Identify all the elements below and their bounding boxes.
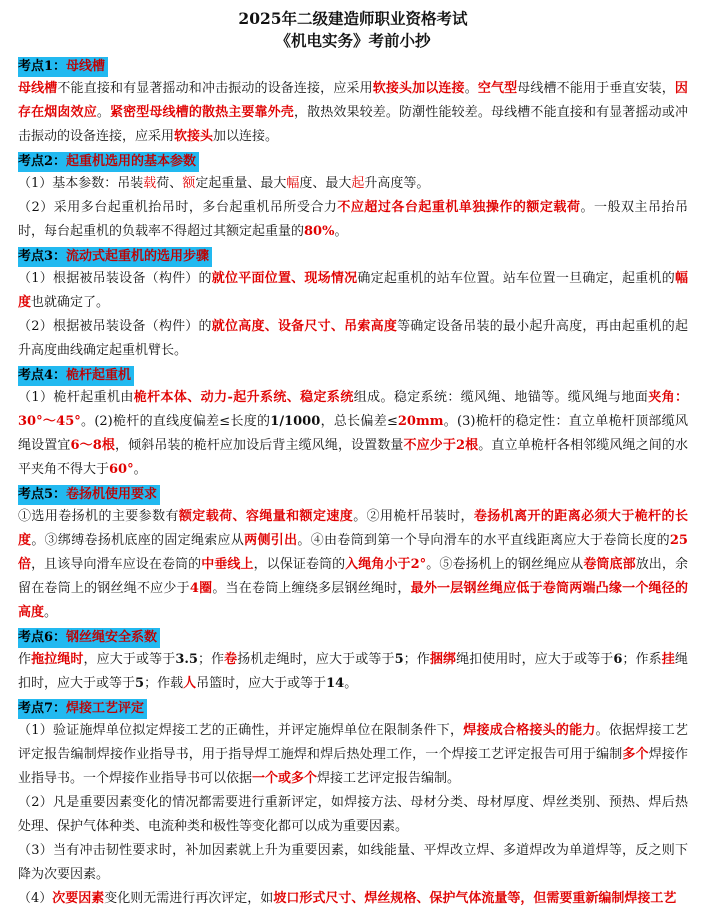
body-text: （3）当有冲击韧性要求时，补加因素就上升为重要因素，如线能量、平焊改立焊、多道焊改为单道焊等，反之则下降为次要因素。	[18, 843, 688, 882]
body-text: 。(2)桅杆的直线度偏差≤长度的	[80, 414, 271, 429]
section-name: 焊接工艺评定	[66, 701, 145, 716]
section-number: 考点1：	[18, 59, 67, 74]
bold-text: 14	[326, 676, 345, 691]
section-heading	[18, 628, 160, 648]
section-name: 起重机选用的基本参数	[66, 154, 197, 169]
body-text: 焊接工艺评定报告编制。	[317, 771, 461, 786]
body-text: ；作	[197, 652, 225, 667]
body-text: 。一般双主吊抬吊时，每台起重机的负载率不得超过其额定起重量的	[18, 200, 688, 239]
paragraph	[18, 77, 688, 149]
red-text: 额	[182, 176, 196, 191]
section-2	[18, 150, 688, 244]
body-text: ，以保证卷筒的	[253, 557, 346, 572]
red-text: 起	[351, 176, 365, 191]
body-text: 。直立单桅杆各相邻缆风绳之间的水平夹角不得大于	[18, 438, 688, 477]
body-text: （2）根据被吊装设备（构件）的	[18, 319, 212, 334]
body-text: ；作载	[144, 676, 184, 691]
highlight-text: 夹角：30°～45°	[18, 390, 688, 429]
body-text: 。	[133, 462, 147, 477]
body-text: 升高度等。	[364, 176, 430, 191]
body-text: 扬机走绳时，应大于或等于	[237, 652, 395, 667]
body-text: 。依据焊接工艺评定报告编制焊接作业指导书，用于指导焊工施焊和焊后热处理工作，一个焊接工艺评定报告可用于编制	[18, 723, 688, 762]
section-name: 卷扬机使用要求	[66, 487, 158, 502]
body-text: 确定起重机的站车位置。站车位置一旦确定，起重机的	[357, 271, 675, 286]
body-text: ，倾斜吊装的桅杆应加设后背主缆风绳，设置数量	[115, 438, 404, 453]
highlight-text: 桅杆本体、动力-起升系统、稳定系统	[133, 390, 354, 405]
bold-text: 6	[613, 652, 623, 667]
highlight-text: 80%	[304, 224, 335, 239]
highlight-text: 捆绑	[429, 652, 457, 667]
highlight-text: 一个或多个	[252, 771, 318, 786]
section-number: 考点7：	[18, 701, 67, 716]
body-text: ①选用卷扬机的主要参数有	[18, 509, 179, 524]
highlight-text: 卷筒底部	[583, 557, 636, 572]
body-text: 绳扣时，应大于或等于	[18, 652, 688, 691]
body-text: ；作系	[622, 652, 662, 667]
body-text: 吊篮时，应大于或等于	[196, 676, 327, 691]
paragraph	[18, 887, 688, 911]
body-text: 焊接作业指导书。一个焊接作业指导书可以依据	[18, 747, 688, 786]
section-heading	[18, 366, 134, 386]
section-1	[18, 55, 688, 149]
bold-text: 1/1000	[270, 414, 321, 429]
highlight-text: 不应超过各台起重机单独操作的额定载荷	[337, 200, 581, 215]
body-text: ，总长偏差≤	[320, 414, 398, 429]
body-text: 。④由卷筒到第一个导向滑车的水平直线距离应大于卷筒长度的	[297, 533, 670, 548]
body-text: 。(3)桅杆的稳定性：直立单桅杆顶部缆风绳设置宜	[18, 414, 688, 453]
bold-text: 3.5	[175, 652, 198, 667]
paragraph	[18, 719, 688, 791]
highlight-text: 6～8根	[70, 438, 116, 453]
body-text: 度、最大	[299, 176, 352, 191]
highlight-text: 就位高度、设备尺寸、吊索高度	[211, 319, 398, 334]
highlight-text: 25倍	[18, 533, 688, 572]
highlight-text: 次要因素	[52, 891, 105, 906]
body-text: 加以连接。	[213, 129, 279, 144]
paragraph	[18, 196, 688, 244]
paragraph	[18, 648, 688, 696]
paragraph	[18, 315, 688, 363]
paragraph	[18, 839, 688, 887]
body-text: ，且该导向滑车应设在卷筒的	[31, 557, 202, 572]
section-name: 流动式起重机的选用步骤	[66, 249, 210, 264]
body-text: 绳扣使用时，应大于或等于	[456, 652, 614, 667]
body-text: （1）验证施焊单位拟定焊接工艺的正确性，并评定施焊单位在限制条件下，	[18, 723, 464, 738]
paragraph	[18, 172, 688, 196]
highlight-text: 人	[183, 676, 197, 691]
body-text: 。	[334, 224, 348, 239]
highlight-text: 就位平面位置、现场情况	[211, 271, 358, 286]
section-number: 考点3：	[18, 249, 67, 264]
paragraph	[18, 386, 688, 482]
body-text: （1）根据被吊装设备（构件）的	[18, 271, 212, 286]
section-name: 桅杆起重机	[66, 368, 132, 383]
body-text: 。	[464, 81, 478, 96]
section-number: 考点5：	[18, 487, 67, 502]
highlight-text: 焊接成合格接头的能力	[463, 723, 596, 738]
body-text: ，散热效果较差。防潮性能较差。母线槽不能直接和有显著摇动或冲击振动的设备连接，应采用	[18, 105, 688, 144]
highlight-text: 空气型	[477, 81, 518, 96]
body-text: 。②用桅杆吊装时，	[353, 509, 474, 524]
section-3	[18, 245, 688, 363]
section-7	[18, 697, 688, 911]
sections-container	[18, 55, 688, 911]
paragraph	[18, 267, 688, 315]
section-heading	[18, 485, 160, 505]
body-text: 作	[18, 652, 32, 667]
highlight-text: 不应少于2根	[403, 438, 479, 453]
body-text: 荷、	[156, 176, 183, 191]
highlight-text: 60°	[109, 462, 134, 477]
body-text: 。	[344, 676, 358, 691]
highlight-text: 额定载荷、容绳量和额定速度	[178, 509, 354, 524]
section-heading	[18, 699, 147, 719]
body-text: 变化则无需进行再次评定，如	[104, 891, 274, 906]
section-4	[18, 364, 688, 482]
body-text: ；作	[403, 652, 430, 667]
body-text: 。	[96, 105, 110, 120]
highlight-text: 两侧引出	[244, 533, 298, 548]
section-5	[18, 483, 688, 625]
highlight-text: 幅度	[18, 271, 688, 310]
paragraph	[18, 791, 688, 839]
highlight-text: 4圈	[189, 581, 213, 596]
highlight-text: 因存在烟囱效应	[18, 81, 688, 120]
highlight-text: 挂	[661, 652, 675, 667]
bold-text: 5	[135, 676, 145, 691]
section-heading	[18, 57, 108, 77]
paragraph	[18, 505, 688, 625]
body-text: 。⑤卷扬机上的钢丝绳应从	[426, 557, 584, 572]
body-text: 母线槽不能用于垂直安装，	[517, 81, 675, 96]
document-title: 2025年二级建造师职业资格考试	[238, 9, 468, 28]
body-text: 。③绑缚卷扬机底座的固定绳索应从	[31, 533, 245, 548]
highlight-text: 卷	[224, 652, 238, 667]
highlight-text: 卷扬机离开的距离必须大于桅杆的长度	[18, 509, 688, 548]
body-text: （2）凡是重要因素变化的情况都需要进行重新评定，如焊接方法、母材分类、母材厚度、焊丝类别、预热、焊后热处理、保护气体种类、电流种类和极性等变化都可以成为重要因素。	[18, 795, 688, 834]
section-heading	[18, 247, 212, 267]
section-number: 考点6：	[18, 630, 67, 645]
highlight-text: 母线槽	[18, 81, 58, 96]
highlight-text: 紧密型母线槽的散热主要靠外壳	[109, 105, 294, 120]
section-number: 考点4：	[18, 368, 67, 383]
body-text: 。	[44, 605, 58, 620]
body-text: （1）基本参数：吊装	[18, 176, 144, 191]
body-text: 组成。稳定系统：缆风绳、地锚等。缆风绳与地面	[353, 390, 649, 405]
highlight-text: 拖拉绳时	[31, 652, 84, 667]
body-text: 不能直接和有显著摇动和冲击振动的设备连接，应采用	[57, 81, 373, 96]
highlight-text: 入绳角小于2°	[345, 557, 427, 572]
section-6	[18, 626, 688, 696]
body-text: 等确定设备吊装的最小起升高度，再由起重机的起升高度曲线确定起重机臂长。	[18, 319, 688, 358]
section-name: 钢丝绳安全系数	[66, 630, 158, 645]
body-text: 。当在卷筒上缠绕多层钢丝绳时，	[212, 581, 411, 596]
body-text: （1）桅杆起重机由	[18, 390, 134, 405]
highlight-text: 20mm	[397, 414, 444, 429]
bold-text: 5	[394, 652, 404, 667]
section-heading	[18, 152, 199, 172]
highlight-text: 坡口形式尺寸、焊丝规格、保护气体流量等，但需要重新编制焊接工艺	[273, 891, 677, 906]
highlight-text: 软接头	[174, 129, 214, 144]
section-number: 考点2：	[18, 154, 67, 169]
red-text: 幅	[286, 176, 300, 191]
section-name: 母线槽	[66, 59, 106, 74]
body-text: （4）	[18, 891, 53, 906]
body-text: （2）采用多台起重机抬吊时，多台起重机吊所受合力	[18, 200, 338, 215]
highlight-text: 最外一层钢丝绳应低于卷筒两端凸缘一个绳径的高度	[18, 581, 688, 620]
highlight-text: 多个	[622, 747, 649, 762]
body-text: 也就确定了。	[31, 295, 110, 310]
body-text: 定起重量、最大	[195, 176, 287, 191]
highlight-text: 软接头加以连接	[372, 81, 465, 96]
highlight-text: 中垂线上	[201, 557, 254, 572]
document-subtitle: 《机电实务》考前小抄	[275, 31, 431, 50]
red-text: 载	[143, 176, 157, 191]
body-text: 放出，余留在卷筒上的钢丝绳不应少于	[18, 557, 688, 596]
body-text: ，应大于或等于	[83, 652, 176, 667]
